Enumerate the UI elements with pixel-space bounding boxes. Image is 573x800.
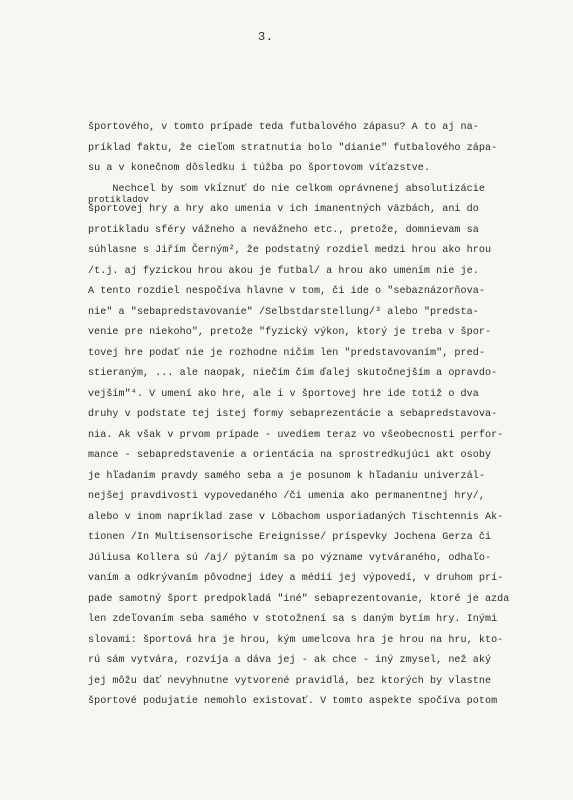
text-line: vejším"⁴. V umení ako hre, ale i v športovej hre ide totiž o dva <box>88 388 479 400</box>
text-line: Nechcel by som vkĺznuť do nie celkom oprávnenej absolutizácie <box>88 183 485 195</box>
text-line: športového, v tomto prípade teda futbalového zápasu? A to aj na- <box>88 122 479 133</box>
page-number: 3. <box>258 30 274 44</box>
text-line: alebo v inom napríklad zase v Löbachom usporiadaných Tischtennis Ak- <box>88 511 504 523</box>
text-line: športové podujatie nemohlo existovať. V tomto aspekte spočíva potom <box>88 696 498 707</box>
text-line: športovej hry a hry ako umenia v ich imanentných väzbách, ani do <box>88 204 479 215</box>
text-line: rú sám vytvára, rozvíja a dáva jej - ak chce - iný zmysel, než aký <box>88 655 492 666</box>
text-line: nejšej pravdivosti vypovedaného /či umenia ako permanentnej hry/, <box>88 491 485 502</box>
text-line: príklad faktu, že cieľom stratnutia bolo "dianie" futbalového zápa- <box>88 142 498 154</box>
text-line: je hľadaním pravdy samého seba a je posunom k hľadaniu univerzál- <box>88 470 485 482</box>
text-line: len zdeľovaním seba samého v stotožnení sa s daným bytím hry. Inými <box>88 614 498 625</box>
body-text <box>88 118 558 713</box>
text-line: stieraným, ... ale naopak, niečím čím ďalej skutočnejším a opravdo- <box>88 368 498 379</box>
text-line: nia. Ak však v prvom prípade - uvediem teraz vo všeobecnosti perfor- <box>88 429 504 441</box>
text-line: protikladu sféry vážneho a nevážneho etc., pretože, domnievam sa <box>88 224 479 236</box>
text-line: Júliusa Kollera sú /aj/ pýtaním sa po význame vytváraného, odhaľo- <box>88 552 492 564</box>
text-line: su a v konečnom dôsledku i túžba po športovom víťazstve. <box>88 163 431 174</box>
text-line: druhy v podstate tej istej formy sebaprezentácie a sebapredstavova- <box>88 409 498 420</box>
text-line: /t.j. aj fyzickou hrou akou je futbal/ a hrou ako umením nie je. <box>88 265 479 277</box>
text-line: jej môžu dať nevyhnutne vytvorené pravidlá, bez ktorých by vlastne <box>88 675 492 687</box>
text-line: súhlasne s Jiřím Černým², že podstatný rozdiel medzi hrou ako hrou <box>88 245 492 256</box>
text-line: tionen /In Multisensorische Ereignisse/ príspevky Jochena Gerza či <box>88 532 492 543</box>
text-line: vaním a odkrývaním pôvodnej idey a médií jej výpovedí, v druhom prí- <box>88 573 504 584</box>
text-line: nie" a "sebapredstavovanie" /Selbstdarstellung/³ alebo "predsta- <box>88 306 479 318</box>
text-line: venie pre niekoho", pretože "fyzický výkon, ktorý je treba v špor- <box>88 327 492 338</box>
text-line: mance - sebapredstavenie a orientácia na sprostredkujúci akt osoby <box>88 450 492 461</box>
text-line: A tento rozdiel nespočíva hlavne v tom, či ide o "sebaznázorňova- <box>88 286 485 297</box>
text-line: tovej hre podať nie je rozhodne ničím len "predstavovaním", pred- <box>88 347 485 359</box>
text-line: pade samotný šport predpokladá "iné" sebaprezentovanie, ktoré je azda <box>88 593 510 605</box>
text-line: slovami: športová hra je hrou, kým umelcova hra je hrou na hru, kto- <box>88 634 504 646</box>
handwritten-insertion: protikladov <box>88 194 149 205</box>
